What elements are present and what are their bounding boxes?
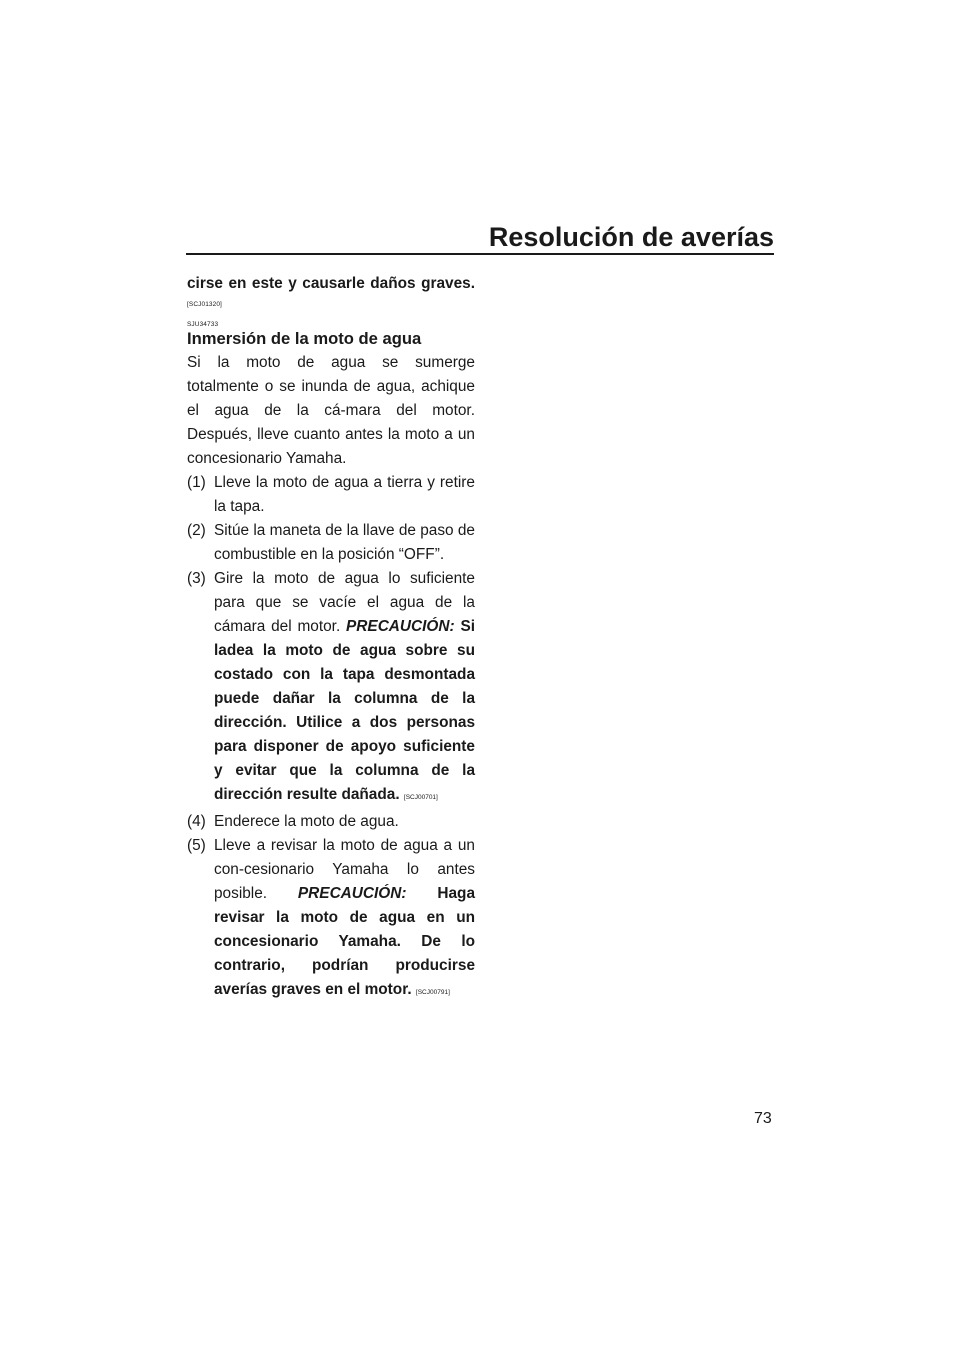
caution-label: PRECAUCIÓN:: [297, 885, 407, 902]
caution-label: PRECAUCIÓN:: [346, 618, 455, 635]
step-text: Sitúe la maneta de la llave de paso de combustible en la posición “OFF”.: [214, 522, 475, 563]
step-item: [187, 471, 475, 519]
step-item: [187, 810, 475, 834]
step-text: Lleve la moto de agua a tierra y retire la tapa.: [214, 474, 475, 515]
page-header-title: Resolución de averías: [488, 222, 774, 252]
section-code: SJU34733: [187, 321, 219, 328]
section-intro: Si la moto de agua se sumerge totalmente o se inunda de agua, achique el agua de la cá-mara del motor. Después, lleve cuanto antes la moto a un concesionario Yamaha.: [187, 354, 475, 467]
step-text: Lleve a revisar la moto de agua a un con-cesionario Yamaha lo antes posible.: [214, 837, 475, 902]
header-rule: [186, 253, 774, 255]
step-number: (1): [187, 474, 206, 491]
step-number: (5): [187, 837, 206, 854]
step-number: (2): [187, 522, 206, 539]
step-text: Enderece la moto de agua.: [214, 813, 399, 830]
caution-code: [SCJ00791]: [415, 989, 450, 996]
section-title: Inmersión de la moto de agua: [187, 329, 422, 348]
step-number: (4): [187, 813, 206, 830]
step-number: (3): [187, 570, 206, 587]
step-item: [187, 567, 475, 810]
content-column: [187, 272, 475, 1005]
steps-list: [187, 471, 475, 1005]
warning-code: [SCJ01320]: [187, 301, 222, 308]
step-text: Gire la moto de agua lo suficiente para que se vacíe el agua de la cámara del motor.: [214, 570, 475, 635]
step-item: [187, 834, 475, 1005]
page-number: 73: [754, 1110, 772, 1127]
caution-code: [SCJ00701]: [403, 794, 438, 801]
caution-text: Haga revisar la moto de agua en un concesionario Yamaha. De lo contrario, podrían producirse averías graves en el motor.: [214, 885, 476, 998]
caution-text: Si ladea la moto de agua sobre su costado con la tapa desmontada puede dañar la columna de la dirección. Utilice a dos personas para disponer de apoyo suficiente y evitar que la columna de la dirección resulte dañada.: [214, 618, 475, 803]
warning-tail-text: cirse en este y causarle daños graves.: [187, 275, 475, 292]
step-item: [187, 519, 475, 567]
